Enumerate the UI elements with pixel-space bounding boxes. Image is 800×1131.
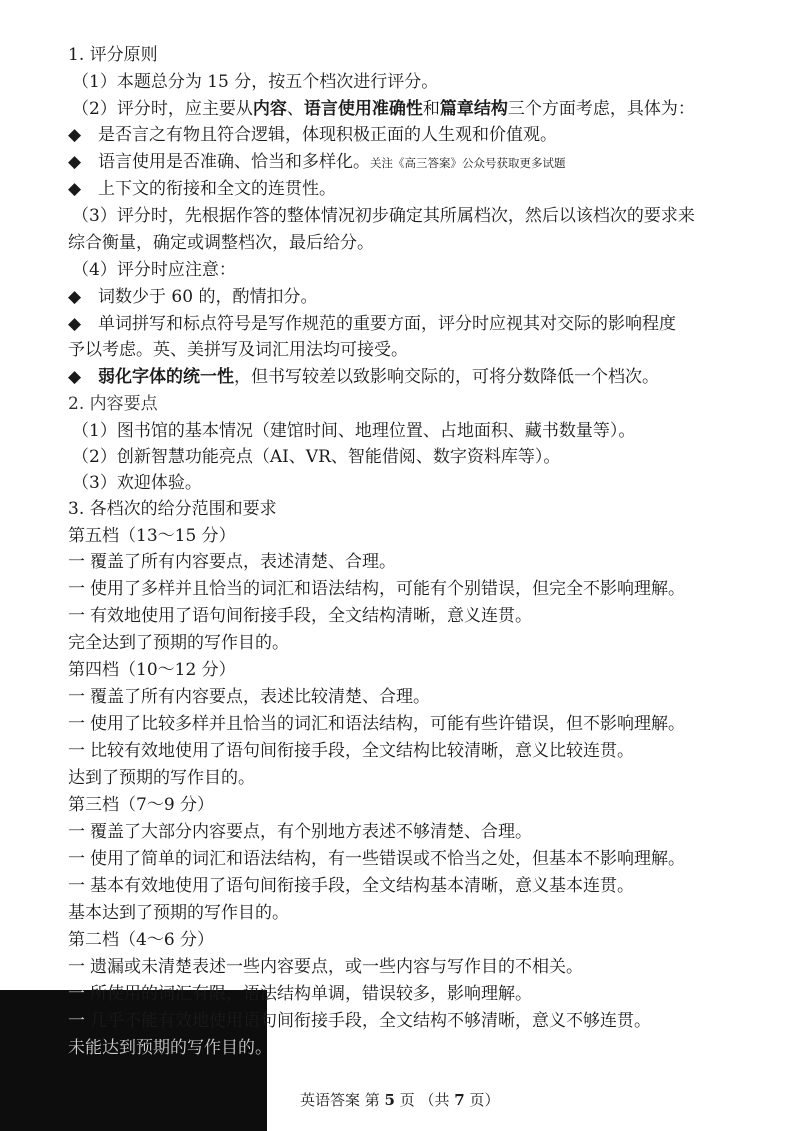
grade-5-summary: 完全达到了预期的写作目的。 [68,633,289,653]
grade-3-summary: 基本达到了预期的写作目的。 [68,903,289,923]
principle-1: （1）本题总分为 15 分，按五个档次进行评分。 [72,72,439,92]
emphasis-content: 内容 [252,99,287,119]
grade-item: 一 使用了简单的词汇和语法结构，有一些错误或不恰当之处，但基本不影响理解。 [68,849,685,869]
dash-bullet-icon: 一 [68,552,85,572]
dash-bullet-icon: 一 [68,849,85,869]
grade-item: 一 使用了多样并且恰当的词汇和语法结构，可能有个别错误，但完全不影响理解。 [68,579,685,599]
grade-item: 一 使用了比较多样并且恰当的词汇和语法结构，可能有些许错误，但不影响理解。 [68,714,685,734]
diamond-bullet-icon: ◆ [68,179,82,199]
grade-item: 一 基本有效地使用了语句间衔接手段，全文结构基本清晰，意义基本连贯。 [68,876,634,896]
total-page-count: 7 [454,1091,465,1109]
emphasis-font-uniformity: 弱化字体的统一性 [98,367,234,387]
watermark-note: 关注《高三答案》公众号获取更多试题 [370,156,566,170]
dash-bullet-icon: 一 [68,741,85,761]
dash-bullet-icon: 一 [68,606,85,626]
section-title-content-points: 2. 内容要点 [68,394,158,414]
content-point-3: （3）欢迎体验。 [72,473,202,493]
dash-bullet-icon: 一 [68,714,85,734]
grade-item: 一 几乎不能有效地使用语句间衔接手段，全文结构不够清晰，意义不够连贯。 [68,1011,651,1031]
dash-bullet-icon: 一 [68,822,85,842]
page-footer: 英语答案 第 5 页 （共 7 页） [300,1091,500,1109]
dash-bullet-icon: 一 [68,579,85,599]
dash-bullet-icon: 一 [68,687,85,707]
content-point-1: （1）图书馆的基本情况（建馆时间、地理位置、占地面积、藏书数量等）。 [72,421,636,441]
note-item: ◆ 词数少于 60 的，酌情扣分。 [68,287,318,307]
grade-item: 一 覆盖了所有内容要点，表述比较清楚、合理。 [68,687,430,707]
note-item: ◆ 单词拼写和标点符号是写作规范的重要方面，评分时应视其对交际的影响程度 [68,314,676,334]
grade-5-title: 第五档（13～15 分） [68,526,236,546]
criterion-item: ◆ 语言使用是否准确、恰当和多样化。关注《高三答案》公众号获取更多试题 [68,152,566,172]
principle-3-line-1: （3）评分时，先根据作答的整体情况初步确定其所属档次，然后以该档次的要求来 [72,206,695,226]
grade-item: 一 所使用的词汇有限，语法结构单调，错误较多，影响理解。 [68,984,532,1004]
grade-4-title: 第四档（10～12 分） [68,660,236,680]
principle-3-line-2: 综合衡量，确定或调整档次，最后给分。 [68,233,374,253]
dash-bullet-icon: 一 [68,957,85,977]
current-page-number: 5 [384,1091,395,1109]
criterion-item: ◆ 上下文的衔接和全文的连贯性。 [68,179,336,199]
grade-2-summary: 未能达到预期的写作目的。 [68,1038,272,1058]
grade-item: 一 遗漏或未清楚表述一些内容要点，或一些内容与写作目的不相关。 [68,957,583,977]
grade-item: 一 覆盖了所有内容要点，表述清楚、合理。 [68,552,396,572]
dash-bullet-icon: 一 [68,876,85,896]
grade-3-title: 第三档（7～9 分） [68,795,215,815]
principle-4: （4）评分时应注意： [72,260,236,280]
diamond-bullet-icon: ◆ [68,367,82,387]
diamond-bullet-icon: ◆ [68,287,82,307]
diamond-bullet-icon: ◆ [68,152,82,172]
diamond-bullet-icon: ◆ [68,125,82,145]
content-point-2: （2）创新智慧功能亮点（AI、VR、智能借阅、数字资料库等）。 [72,447,561,467]
dash-bullet-icon: 一 [68,1011,85,1031]
note-item-continuation: 予以考虑。英、美拼写及词汇用法均可接受。 [68,340,408,360]
grade-item: 一 覆盖了大部分内容要点，有个别地方表述不够清楚、合理。 [68,822,532,842]
grade-item: 一 有效地使用了语句间衔接手段，全文结构清晰，意义连贯。 [68,606,532,626]
criterion-item: ◆ 是否言之有物且符合逻辑，体现积极正面的人生观和价值观。 [68,125,557,145]
section-title-scoring-principles: 1. 评分原则 [68,45,158,65]
principle-2: （2）评分时，应主要从内容、语言使用准确性和篇章结构三个方面考虑，具体为： [72,99,695,119]
emphasis-structure: 篇章结构 [439,99,508,119]
emphasis-language-accuracy: 语言使用准确性 [303,99,423,119]
dash-bullet-icon: 一 [68,984,85,1004]
section-title-grade-levels: 3. 各档次的给分范围和要求 [68,499,277,519]
grade-2-title: 第二档（4～6 分） [68,930,215,950]
note-item: ◆ 弱化字体的统一性，但书写较差以致影响交际的，可将分数降低一个档次。 [68,367,659,387]
grade-item: 一 比较有效地使用了语句间衔接手段，全文结构比较清晰，意义比较连贯。 [68,741,634,761]
diamond-bullet-icon: ◆ [68,314,82,334]
grade-4-summary: 达到了预期的写作目的。 [68,768,255,788]
